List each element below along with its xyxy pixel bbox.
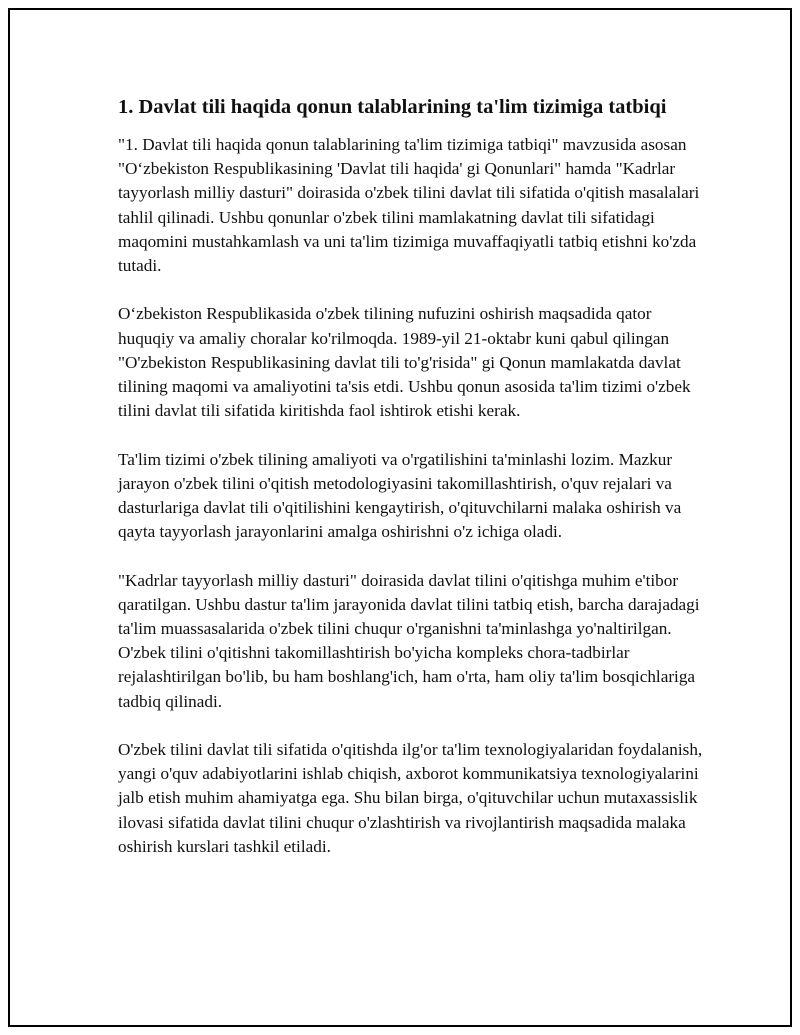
paragraph-3: Ta'lim tizimi o'zbek tilining amaliyoti va o'rgatilishini ta'minlashi lozim. Mazkur jarayon o'zbek tilini o'qitish metodologiyasini takomillashtirish, o'quv rejalari va dasturlariga davlat tili o'qitilishini kengaytirish, o'qituvchilarni malaka oshirish va qayta tayyorlash jarayonlarini amalga oshirishni o'z ichiga oladi. xyxy=(118,449,682,542)
paragraph-2: O‘zbekiston Respublikasida o'zbek tilining nufuzini oshirish maqsadida qator huquqiy va amaliy choralar ko'rilmoqda. 1989-yil 21-oktabr kuni qabul qilingan "O'zbekiston Respublikasining davlat tili to'g'risida" gi Qonun mamlakatda davlat tilining maqomi va amaliyotini ta'sis etdi. Ushbu qonun asosida ta'lim tizimi o'zbek tilini davlat tili sifatida kiritishda faol ishtirok etishi kerak. xyxy=(118,304,691,421)
document-title: 1. Davlat tili haqida qonun talablarining ta'lim tizimiga tatbiqi xyxy=(118,96,667,118)
paragraph-4: "Kadrlar tayyorlash milliy dasturi" doirasida davlat tilini o'qitishga muhim e'tibor qaratilgan. Ushbu dastur ta'lim jarayonida davlat tilini tatbiq etish, barcha darajadagi ta'lim muassasalarida o'zbek tilini chuqur o'rganishni ta'minlashga yo'naltirilgan. O'zbek tilini o'qitishni takomillashtirish bo'yicha kompleks chora-tadbirlar rejalashtirilgan bo'lib, bu ham boshlang'ich, ham o'rta, ham oliy ta'lim bosqichlariga tadbiq qilinadi. xyxy=(118,570,700,711)
paragraph-1: "1. Davlat tili haqida qonun talablarining ta'lim tizimiga tatbiqi" mavzusida asosan "O‘zbekiston Respublikasining 'Davlat tili haqida' gi Qonunlari" hamda "Kadrlar tayyorlash milliy dasturi" doirasida o'zbek tilini davlat tili sifatida o'qitish masalalari tahlil qilinadi. Ushbu qonunlar o'zbek tilini mamlakatning davlat tili sifatidagi maqomini mustahkamlash va uni ta'lim tizimiga muvaffaqiyatli tatbiq etishni ko'zda tutadi. xyxy=(118,135,700,276)
paragraph-5: O'zbek tilini davlat tili sifatida o'qitishda ilg'or ta'lim texnologiyalaridan foydalanish, yangi o'quv adabiyotlarini ishlab chiqish, axborot kommunikatsiya texnologiyalarini jalb etish muhim ahamiyatga ega. Shu bilan birga, o'qituvchilar uchun mutaxassislik ilovasi sifatida davlat tilini chuqur o'zlashtirish va rivojlantirish maqsadida malaka oshirish kurslari tashkil etiladi. xyxy=(118,740,703,856)
document-body xyxy=(118,93,708,883)
